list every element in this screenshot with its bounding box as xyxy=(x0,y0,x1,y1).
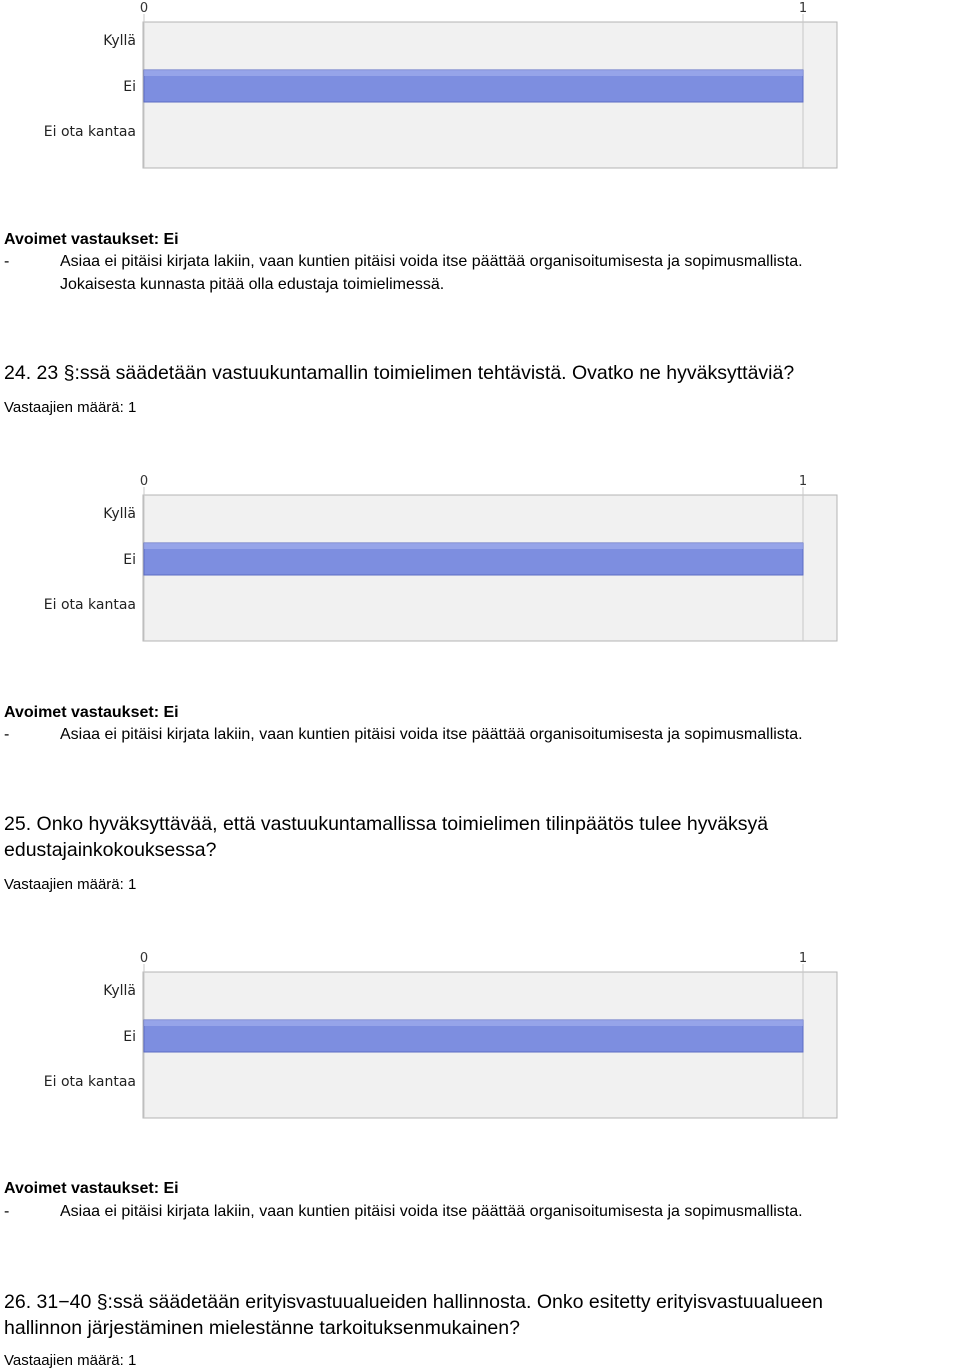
answer-line: Asiaa ei pitäisi kirjata lakiin, vaan kuntien pitäisi voida itse päättää organisoitumisesta ja sopimusmallista. xyxy=(60,1203,803,1220)
bar-highlight xyxy=(144,70,803,76)
bar-highlight xyxy=(144,1020,803,1026)
bar-chart-2 xyxy=(0,463,960,643)
category-label: Kyllä xyxy=(103,33,136,49)
category-label: Ei ota kantaa xyxy=(43,597,136,613)
category-label: Ei xyxy=(123,552,136,568)
category-label: Ei xyxy=(123,1029,136,1045)
answer-dash: - xyxy=(4,726,10,743)
chart-svg xyxy=(0,0,960,170)
open-answer xyxy=(4,1200,954,1223)
answer-line: Asiaa ei pitäisi kirjata lakiin, vaan kuntien pitäisi voida itse päättää organisoitumisesta ja sopimusmallista. xyxy=(60,253,803,270)
open-answers-title: Avoimet vastaukset: Ei xyxy=(4,704,179,721)
question-title-line: 26. 31−40 §:ssä säädetään erityisvastuualueiden hallinnosta. Onko esitetty erityisvastuualueen xyxy=(4,1291,823,1313)
answer-dash: - xyxy=(4,1203,10,1220)
chart-svg xyxy=(0,940,960,1120)
category-label: Ei ota kantaa xyxy=(43,1074,136,1090)
x-tick-label: 0 xyxy=(139,951,149,966)
question-title-line: edustajainkokouksessa? xyxy=(4,839,217,861)
respondent-count: Vastaajien määrä: 1 xyxy=(4,1352,137,1369)
question-title-line: hallinnon järjestäminen mielestänne tarkoituksenmukainen? xyxy=(4,1317,520,1339)
category-label: Kyllä xyxy=(103,983,136,999)
question-title-25 xyxy=(4,811,960,863)
x-tick-label: 1 xyxy=(798,951,808,966)
category-label: Ei ota kantaa xyxy=(43,124,136,140)
question-title-line: 24. 23 §:ssä säädetään vastuukuntamallin toimielimen tehtävistä. Ovatko ne hyväksyttäviä? xyxy=(4,362,795,384)
open-answer xyxy=(4,250,954,296)
category-label: Ei xyxy=(123,79,136,95)
respondent-count: Vastaajien määrä: 1 xyxy=(4,399,137,416)
open-answers-title: Avoimet vastaukset: Ei xyxy=(4,231,179,248)
bar-chart-3 xyxy=(0,940,960,1120)
chart-svg xyxy=(0,463,960,643)
x-tick-label: 0 xyxy=(139,474,149,489)
respondent-count: Vastaajien määrä: 1 xyxy=(4,876,137,893)
open-answers-title: Avoimet vastaukset: Ei xyxy=(4,1180,179,1197)
question-title-26 xyxy=(4,1289,960,1341)
answer-line: Jokaisesta kunnasta pitää olla edustaja toimielimessä. xyxy=(60,276,445,293)
x-tick-label: 0 xyxy=(139,1,149,16)
bar-highlight xyxy=(144,543,803,549)
answer-dash: - xyxy=(4,253,10,270)
answer-line: Asiaa ei pitäisi kirjata lakiin, vaan kuntien pitäisi voida itse päättää organisoitumisesta ja sopimusmallista. xyxy=(60,726,803,743)
x-tick-label: 1 xyxy=(798,474,808,489)
question-title-24 xyxy=(4,360,960,386)
category-label: Kyllä xyxy=(103,506,136,522)
open-answer xyxy=(4,723,954,746)
bar-chart-1 xyxy=(0,0,960,170)
x-tick-label: 1 xyxy=(798,1,808,16)
question-title-line: 25. Onko hyväksyttävää, että vastuukuntamallissa toimielimen tilinpäätös tulee hyväksyä xyxy=(4,813,769,835)
